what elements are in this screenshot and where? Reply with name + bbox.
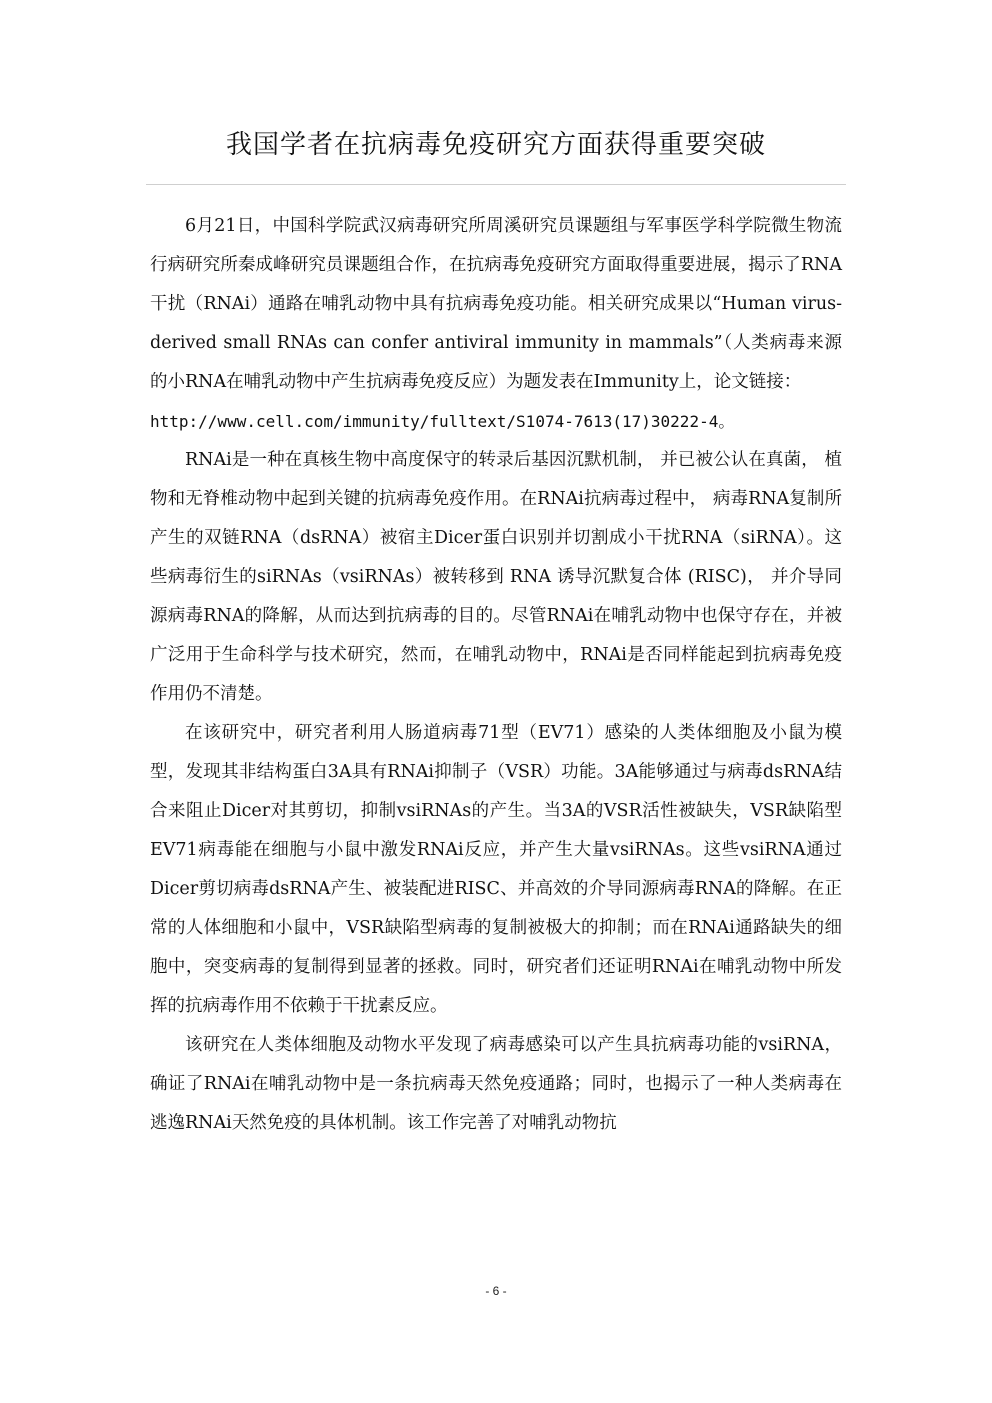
paper-link[interactable]: http://www.cell.com/immunity/fulltext/S1074-7613(17)30222-4。 <box>150 412 735 431</box>
article-title: 我国学者在抗病毒免疫研究方面获得重要突破 <box>225 130 766 160</box>
page-number: - 6 - <box>485 1284 507 1298</box>
article-body <box>150 207 842 1143</box>
paragraph-2: RNAi是一种在真核生物中高度保守的转录后基因沉默机制， 并已被公认在真菌， 植物和无脊椎动物中起到关键的抗病毒免疫作用。在RNAi抗病毒过程中， 病毒RNA复制所产生的双链RNA（dsRNA）被宿主Dicer蛋白识别并切割成小干扰RNA（siRNA）。这些病毒衍生的siRNAs（vsiRNAs）被转移到 RNA 诱导沉默复合体 (RISC)， 并介导同源病毒RNA的降解，从而达到抗病毒的目的。尽管RNAi在哺乳动物中也保守存在，并被广泛用于生命科学与技术研究，然而，在哺乳动物中，RNAi是否同样能起到抗病毒免疫作用仍不清楚。 <box>150 450 842 704</box>
paragraph-3: 在该研究中，研究者利用人肠道病毒71型（EV71）感染的人类体细胞及小鼠为模型，发现其非结构蛋白3A具有RNAi抑制子（VSR）功能。3A能够通过与病毒dsRNA结合来阻止Dicer对其剪切，抑制vsiRNAs的产生。当3A的VSR活性被缺失，VSR缺陷型EV71病毒能在细胞与小鼠中激发RNAi反应，并产生大量vsiRNAs。这些vsiRNA通过Dicer剪切病毒dsRNA产生、被装配进RISC、并高效的介导同源病毒RNA的降解。在正常的人体细胞和小鼠中，VSR缺陷型病毒的复制被极大的抑制；而在RNAi通路缺失的细胞中，突变病毒的复制得到显著的拯救。同时，研究者们还证明RNAi在哺乳动物中所发挥的抗病毒作用不依赖于干扰素反应。 <box>150 723 842 1016</box>
paragraph-1: 6月21日，中国科学院武汉病毒研究所周溪研究员课题组与军事医学科学院微生物流行病研究所秦成峰研究员课题组合作，在抗病毒免疫研究方面取得重要进展，揭示了RNA干扰（RNAi）通路在哺乳动物中具有抗病毒免疫功能。相关研究成果以“Human virus-derived small RNAs can confer antiviral immunity in mammals”（人类病毒来源的小RNA在哺乳动物中产生抗病毒免疫反应）为题发表在Immunity上，论文链接： <box>150 216 842 392</box>
paragraph-4: 该研究在人类体细胞及动物水平发现了病毒感染可以产生具抗病毒功能的vsiRNA，确证了RNAi在哺乳动物中是一条抗病毒天然免疫通路；同时，也揭示了一种人类病毒在逃逸RNAi天然免疫的具体机制。该工作完善了对哺乳动物抗 <box>150 1035 842 1133</box>
title-divider <box>146 184 846 185</box>
